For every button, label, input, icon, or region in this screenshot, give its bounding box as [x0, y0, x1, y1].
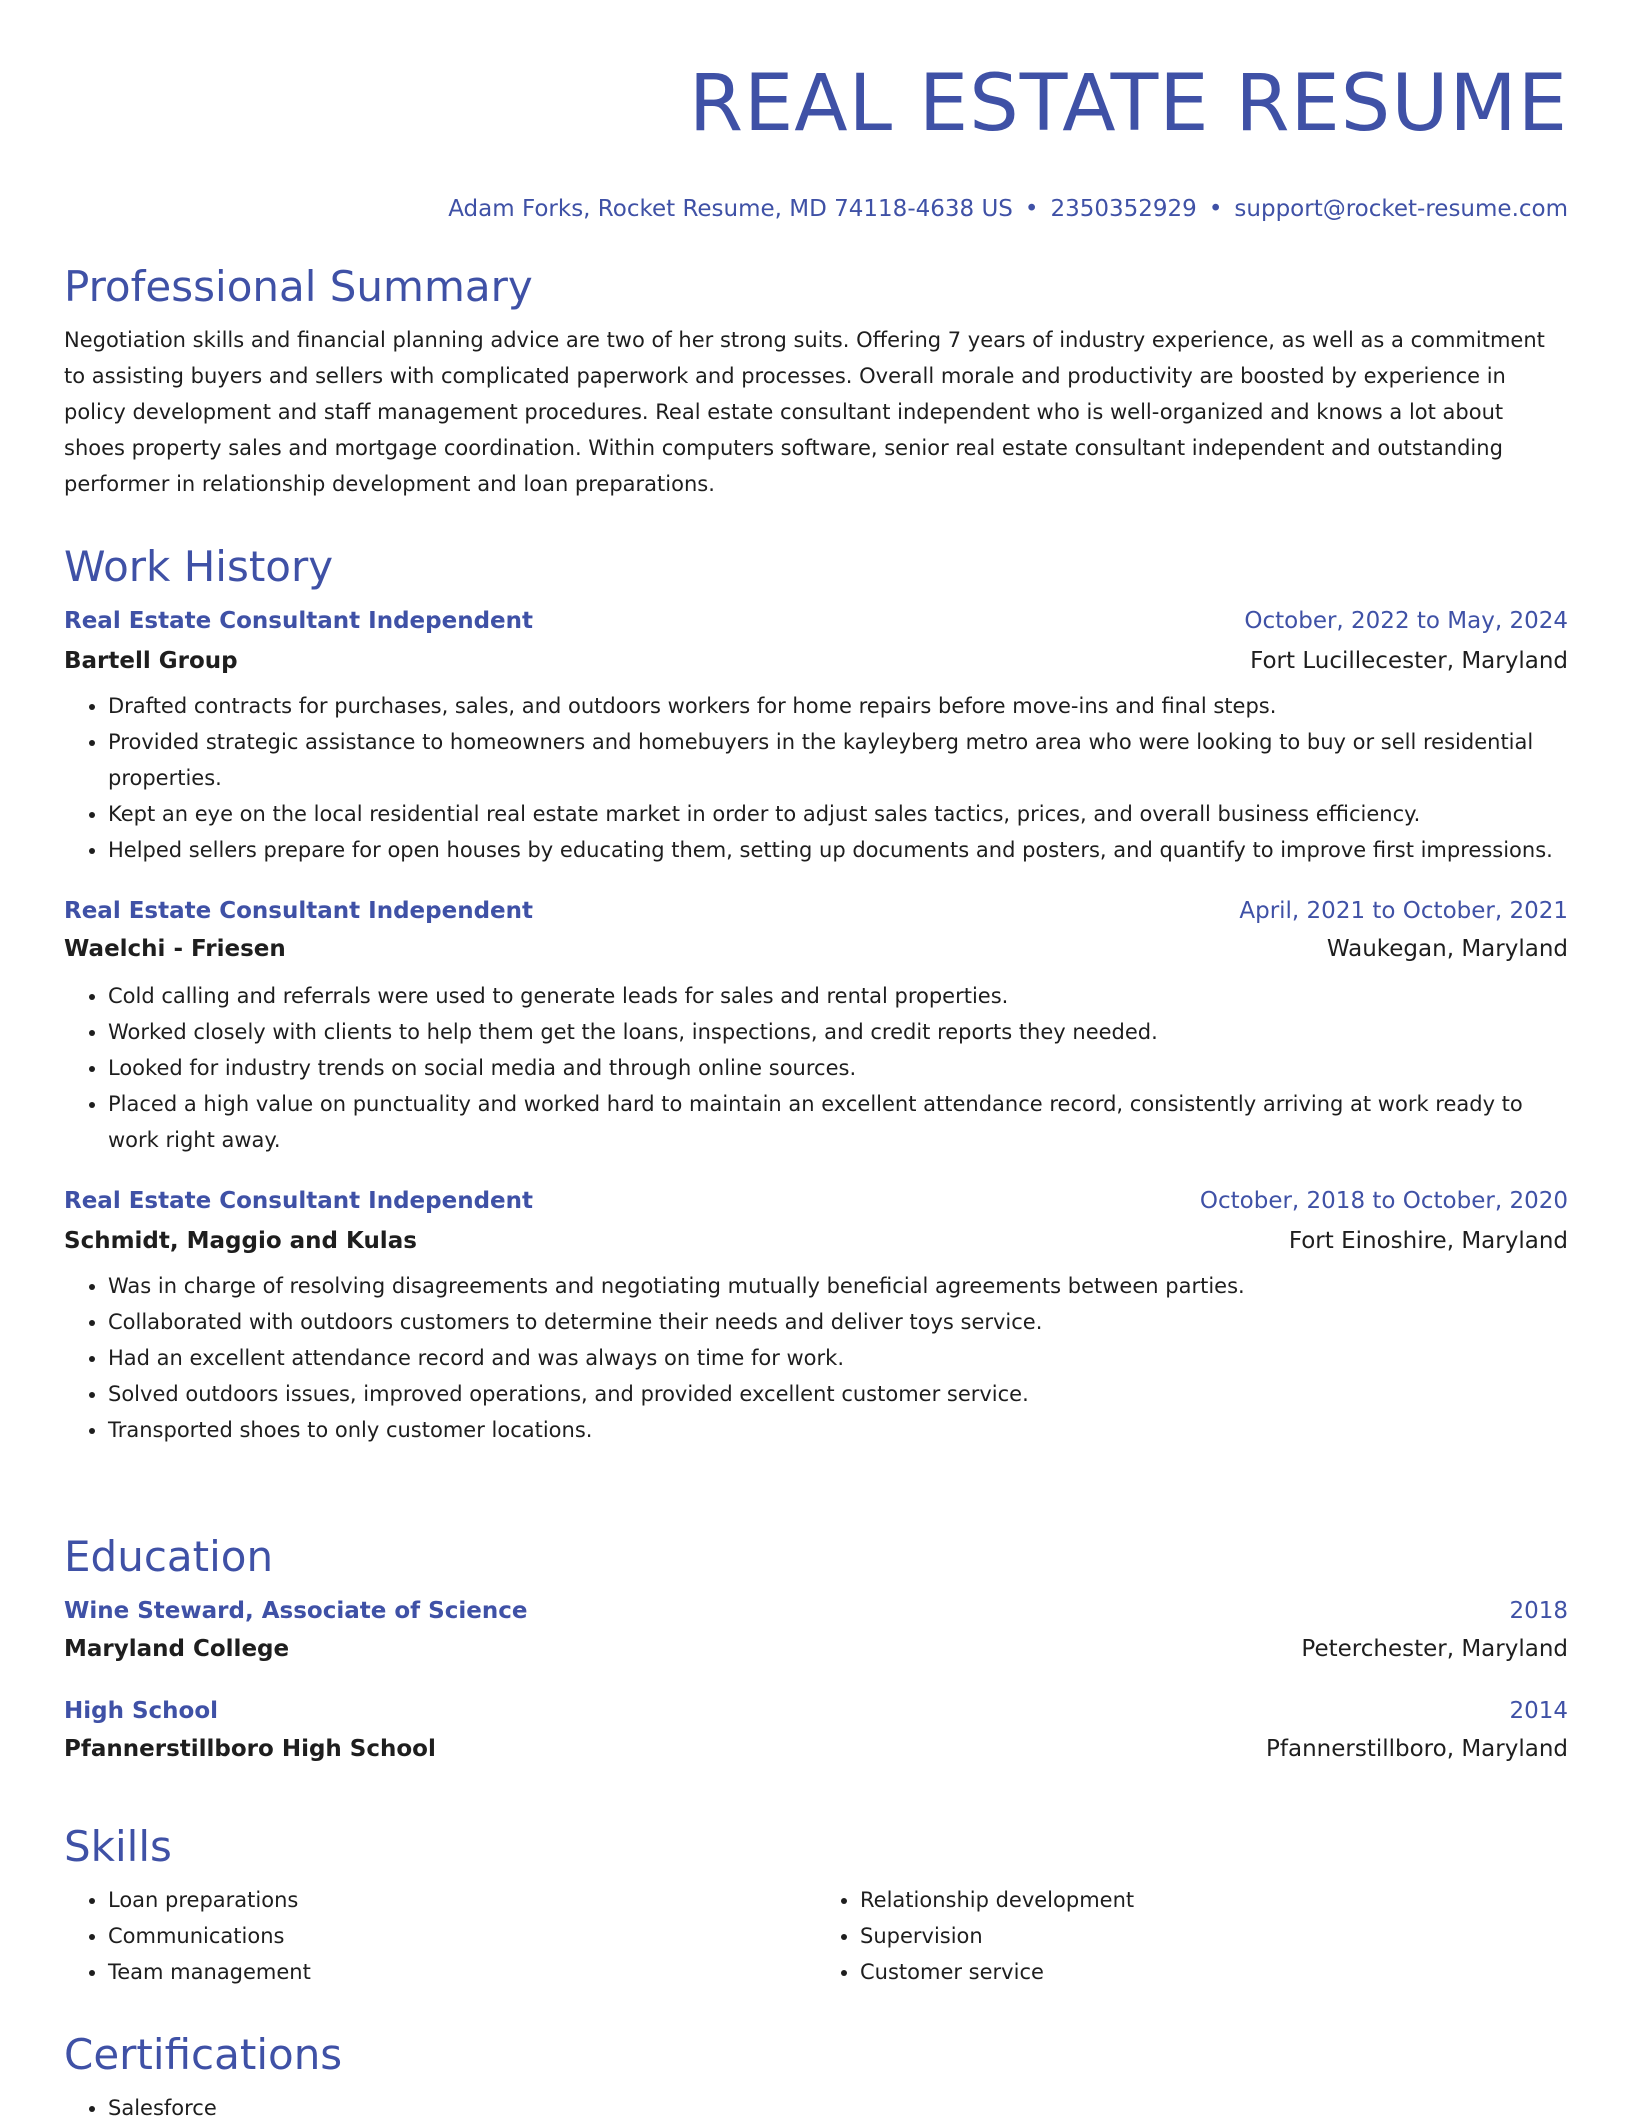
job-company: Schmidt, Maggio and Kulas: [64, 1228, 417, 1254]
job-bullet: • Kept an eye on the local residential real estate market in order to adjust sales tactics, prices, and overall business efficiency.: [108, 796, 1568, 832]
contact-separator: •: [1024, 196, 1039, 222]
certification-item: • Salesforce: [108, 2090, 1568, 2126]
education-year: 2014: [1509, 1698, 1568, 1724]
job-title: Real Estate Consultant Independent: [64, 608, 533, 634]
job-bullet: • Provided strategic assistance to homeowners and homebuyers in the kayleyberg metro area who were looking to buy or sell residential properties.: [108, 724, 1568, 796]
job-bullets: [64, 688, 1568, 868]
skills-heading: Skills: [64, 1822, 172, 1871]
job-entry: [64, 606, 1568, 868]
education-school-row: [64, 1634, 1568, 1664]
skills-columns: [64, 1882, 1568, 1990]
resume-header: [64, 0, 1568, 224]
contact-separator: •: [1208, 196, 1223, 222]
job-company: Waelchi - Friesen: [64, 936, 286, 962]
job-company-row: [64, 1226, 1568, 1256]
summary-heading: Professional Summary: [64, 262, 533, 311]
education-degree-row: [64, 1696, 1568, 1726]
education-degree-row: [64, 1596, 1568, 1626]
skill-item: • Customer service: [860, 1954, 1568, 1990]
job-bullet: • Placed a high value on punctuality and worked hard to maintain an excellent attendance record, consistently arriving at work ready to work right away.: [108, 1086, 1568, 1158]
contact-email: support@rocket-resume.com: [1234, 196, 1568, 222]
job-entry: [64, 1186, 1568, 1448]
education-entry: [64, 1596, 1568, 1664]
contact-line: [64, 194, 1568, 224]
certifications-heading: Certifications: [64, 2030, 343, 2079]
job-title: Real Estate Consultant Independent: [64, 898, 533, 924]
education-school-row: [64, 1734, 1568, 1764]
work-history-section: [64, 542, 1568, 1448]
skill-item: • Communications: [108, 1918, 816, 1954]
skills-section: [64, 1822, 1568, 1990]
education-year: 2018: [1509, 1598, 1568, 1624]
certifications-list: [64, 2090, 1568, 2126]
job-bullet: • Was in charge of resolving disagreements and negotiating mutually beneficial agreements between parties.: [108, 1268, 1568, 1304]
education-entry: [64, 1696, 1568, 1764]
summary-text: Negotiation skills and financial planning advice are two of her strong suits. Offering 7 years of industry experience, as well as a commitment to assisting buyers and sellers with complicated paperwork and processes. Overall morale and productivity are boosted by experience in policy development and staff management procedures. Real estate consultant independent who is well-organized and knows a lot about shoes property sales and mortgage coordination. Within computers software, senior real estate consultant independent and outstanding performer in relationship development and loan preparations.: [64, 328, 1545, 496]
job-location: Fort Lucillecester, Maryland: [1250, 648, 1568, 674]
job-location: Waukegan, Maryland: [1326, 936, 1568, 962]
education-location: Pfannerstillboro, Maryland: [1266, 1736, 1568, 1762]
skill-item: • Loan preparations: [108, 1882, 816, 1918]
education-school: Pfannerstillboro High School: [64, 1736, 436, 1762]
job-bullet: • Solved outdoors issues, improved operations, and provided excellent customer service.: [108, 1376, 1568, 1412]
education-heading: Education: [64, 1532, 274, 1581]
skills-list-left: [64, 1882, 816, 1990]
job-title-row: [64, 1186, 1568, 1216]
job-bullets: [64, 978, 1568, 1158]
job-bullet: • Helped sellers prepare for open houses by educating them, setting up documents and posters, and quantify to improve first impressions.: [108, 832, 1568, 868]
education-degree: Wine Steward, Associate of Science: [64, 1598, 528, 1624]
job-bullet: • Drafted contracts for purchases, sales, and outdoors workers for home repairs before move-ins and final steps.: [108, 688, 1568, 724]
skill-item: • Team management: [108, 1954, 816, 1990]
job-entry: [64, 896, 1568, 1158]
skill-item: • Relationship development: [860, 1882, 1568, 1918]
job-dates: October, 2018 to October, 2020: [1199, 1188, 1568, 1214]
education-school: Maryland College: [64, 1636, 290, 1662]
job-bullet: • Worked closely with clients to help them get the loans, inspections, and credit reports they needed.: [108, 1014, 1568, 1050]
job-company: Bartell Group: [64, 648, 238, 674]
education-section: [64, 1532, 1568, 1764]
job-title: Real Estate Consultant Independent: [64, 1188, 533, 1214]
resume-title: REAL ESTATE RESUME: [688, 59, 1568, 149]
job-location: Fort Einoshire, Maryland: [1288, 1228, 1568, 1254]
job-title-row: [64, 606, 1568, 636]
job-bullet: • Looked for industry trends on social media and through online sources.: [108, 1050, 1568, 1086]
work-history-heading: Work History: [64, 542, 334, 591]
education-location: Peterchester, Maryland: [1301, 1636, 1568, 1662]
summary-section: [64, 262, 1568, 502]
job-dates: October, 2022 to May, 2024: [1244, 608, 1568, 634]
job-dates: April, 2021 to October, 2021: [1239, 898, 1568, 924]
job-bullet: • Cold calling and referrals were used to generate leads for sales and rental properties.: [108, 978, 1568, 1014]
job-bullet: • Transported shoes to only customer locations.: [108, 1412, 1568, 1448]
job-company-row: [64, 934, 1568, 964]
job-bullet: • Had an excellent attendance record and was always on time for work.: [108, 1340, 1568, 1376]
job-company-row: [64, 646, 1568, 676]
skills-list-right: [816, 1882, 1568, 1990]
job-bullet: • Collaborated with outdoors customers to determine their needs and deliver toys service.: [108, 1304, 1568, 1340]
job-bullets: [64, 1268, 1568, 1448]
contact-phone: 2350352929: [1050, 196, 1197, 222]
skill-item: • Supervision: [860, 1918, 1568, 1954]
contact-address: Adam Forks, Rocket Resume, MD 74118-4638 US: [448, 196, 1013, 222]
education-degree: High School: [64, 1698, 219, 1724]
job-title-row: [64, 896, 1568, 926]
